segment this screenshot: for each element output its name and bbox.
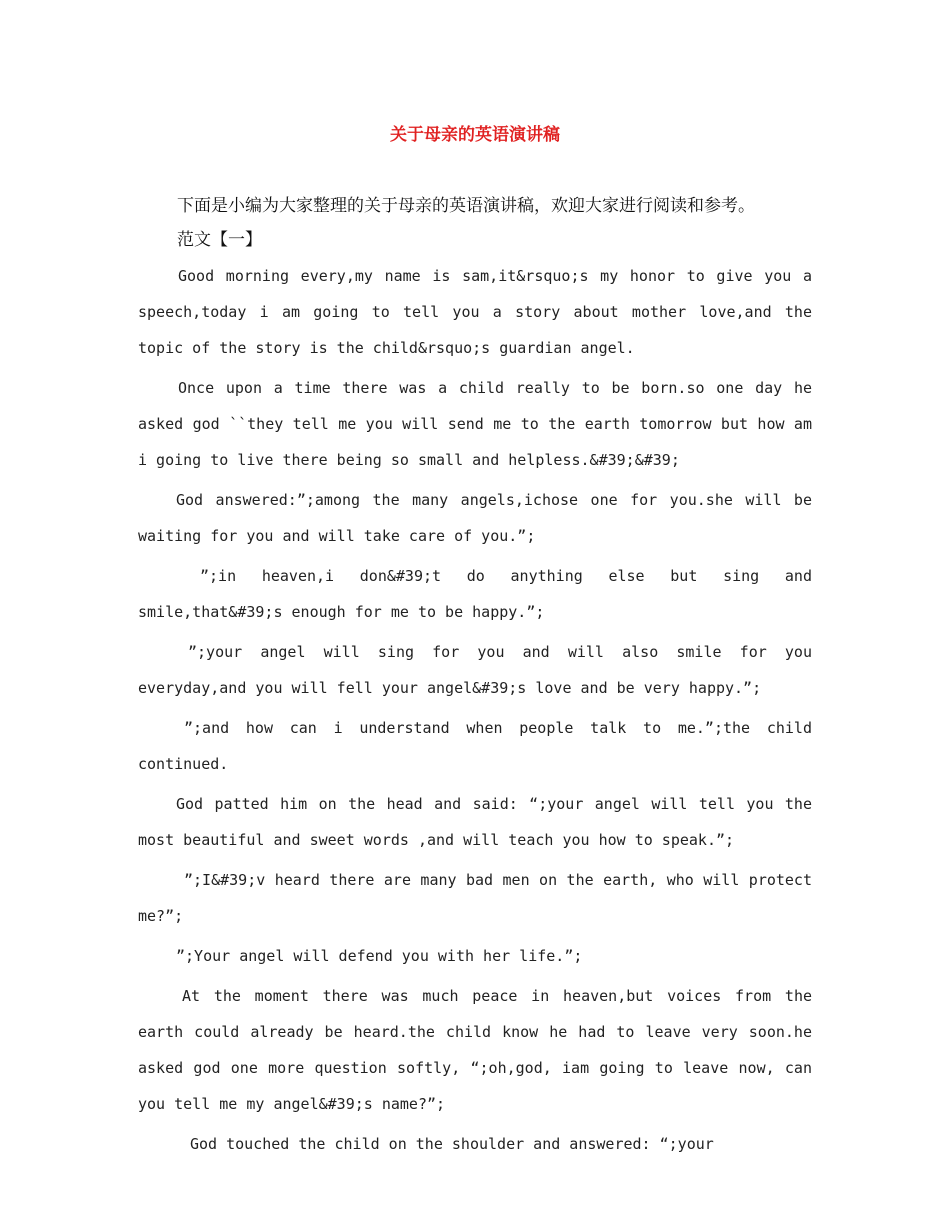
document-title: 关于母亲的英语演讲稿 xyxy=(390,125,560,145)
intro-text: 下面是小编为大家整理的关于母亲的英语演讲稿，欢迎大家进行阅读和参考。 xyxy=(177,196,755,216)
speech-body xyxy=(138,258,812,1166)
section-label: 范文【一】 xyxy=(177,230,262,250)
paragraph-9: ”;Your angel will defend you with her life.”; xyxy=(176,947,583,965)
paragraph-5: ”;your angel will sing for you and will also smile for you everyday,and you will fell your angel&#39;s love and be very happy.”; xyxy=(138,643,812,697)
paragraph-3: God answered:”;among the many angels,ichose one for you.she will be waiting for you and will take care of you.”; xyxy=(138,491,812,545)
paragraph-2: Once upon a time there was a child really to be born.so one day he asked god ``they tell me you will send me to the earth tomorrow but how am i going to live there being so small and helpless.&#39;&#39; xyxy=(138,379,812,469)
paragraph-4: ”;in heaven,i don&#39;t do anything else but sing and smile,that&#39;s enough for me to be happy.”; xyxy=(138,567,812,621)
paragraph-1: Good morning every,my name is sam,it&rsquo;s my honor to give you a speech,today i am going to tell you a story about mother love,and the topic of the story is the child&rsquo;s guardian angel. xyxy=(138,267,812,357)
paragraph-7: God patted him on the head and said: “;your angel will tell you the most beautiful and sweet words ,and will teach you how to speak.”; xyxy=(138,795,812,849)
paragraph-6: ”;and how can i understand when people talk to me.”;the child continued. xyxy=(138,719,812,773)
paragraph-8: ”;I&#39;v heard there are many bad men on the earth, who will protect me?”; xyxy=(138,871,812,925)
paragraph-11: God touched the child on the shoulder and answered: “;your xyxy=(190,1135,714,1153)
paragraph-10: At the moment there was much peace in heaven,but voices from the earth could already be heard.the child know he had to leave very soon.he asked god one more question softly, “;oh,god, iam going to leave now, can you tell me my angel&#39;s name?”; xyxy=(138,987,812,1113)
